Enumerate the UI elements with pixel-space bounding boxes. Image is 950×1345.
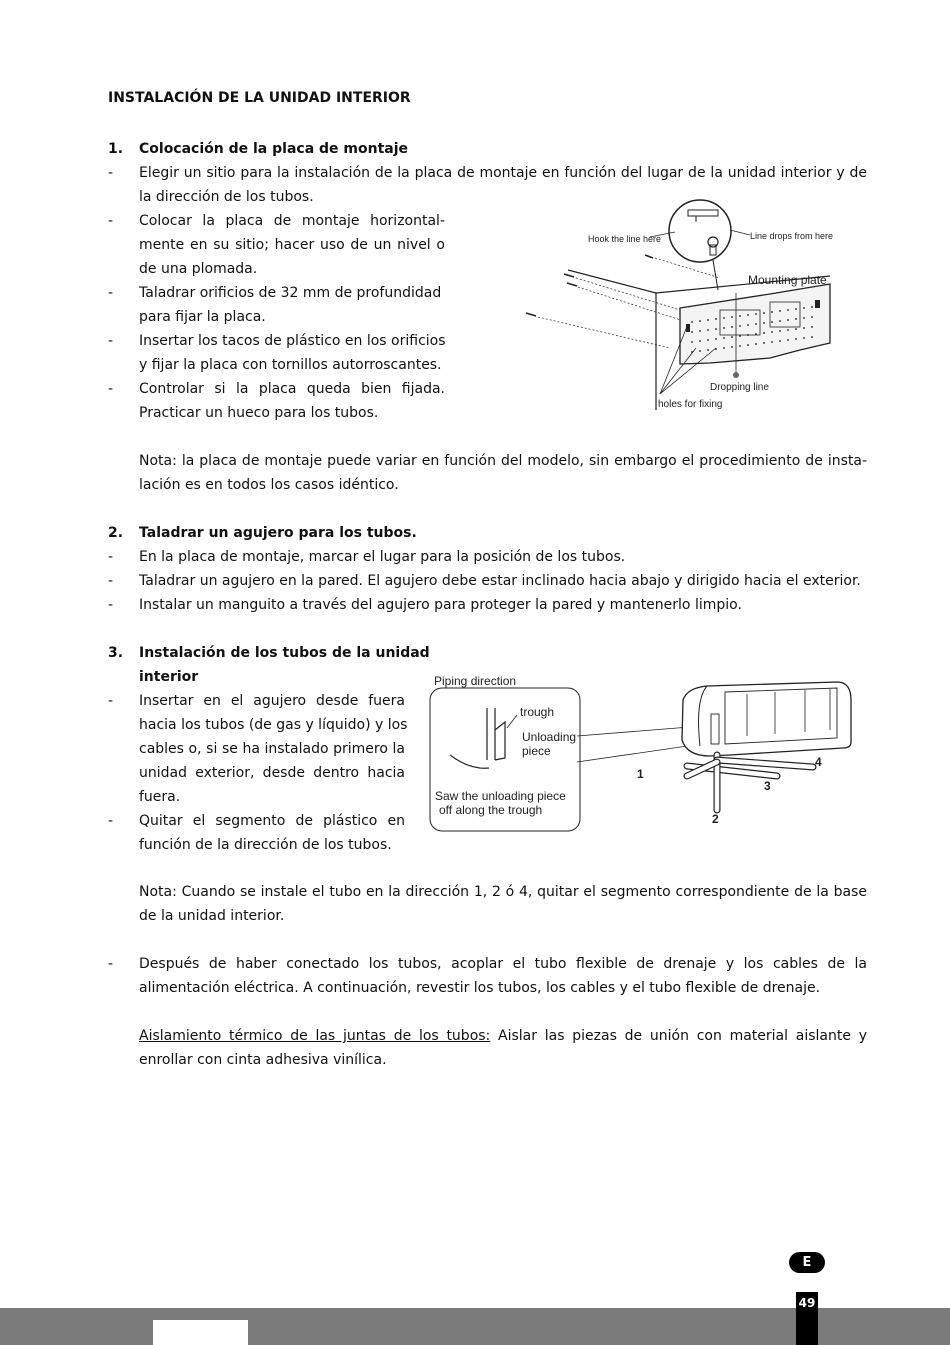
bullet-dash: -	[108, 813, 114, 829]
s1-bullet4-line2: y fijar la placa con tornillos autorroscantes.	[139, 357, 442, 373]
s1-bullet2-line1: Colocar la placa de montaje horizontal-	[139, 213, 445, 229]
bullet-dash: -	[108, 956, 114, 972]
bullet-dash: -	[108, 213, 114, 229]
s3-bullet1-line4: unidad exterior, desde dentro hacia	[139, 765, 405, 781]
piping-direction-label: Piping direction	[434, 674, 517, 688]
section2-heading: Taladrar un agujero para los tubos.	[139, 525, 417, 541]
s3-note-line2: de la unidad interior.	[139, 908, 285, 924]
insulation-title: Aislamiento térmico de las juntas de los tubos:	[139, 1028, 491, 1044]
s2-bullet2: Taladrar un agujero en la pared. El agujero debe estar inclinado hacia abajo y dirigido hacia el exterior.	[139, 573, 861, 589]
insulation-line1	[139, 1024, 867, 1048]
section1-heading: Colocación de la placa de montaje	[139, 141, 409, 157]
s3-bullet1-line1: Insertar en el agujero desde fuera	[139, 693, 405, 709]
s3-bullet2-line1: Quitar el segmento de plástico en	[139, 813, 405, 829]
s2-bullet3: Instalar un manguito a través del agujero para proteger la pared y mantenerlo limpio.	[139, 597, 742, 613]
s1-bullet3-line1: Taladrar orificios de 32 mm de profundidad	[139, 285, 442, 301]
s3-after-line2: alimentación eléctrica. A continuación, revestir los tubos, los cables y el tubo flexible de drenaje.	[139, 980, 821, 996]
page-title: INSTALACIÓN DE LA UNIDAD INTERIOR	[108, 90, 411, 106]
trough-label: trough	[520, 705, 555, 719]
unloading-label: Unloading	[522, 730, 577, 744]
direction-2-label: 2	[712, 812, 719, 826]
piping-direction-figure	[425, 670, 870, 835]
section1-number: 1.	[108, 141, 124, 157]
bullet-dash: -	[108, 285, 114, 301]
dropping-line-label: Dropping line	[710, 382, 769, 393]
hook-line-label: Hook the line here	[588, 234, 662, 244]
s1-note-line1: Nota: la placa de montaje puede variar en función del modelo, sin embargo el procedimiento de insta-	[139, 453, 867, 469]
s1-bullet1-line1: Elegir un sitio para la instalación de la placa de montaje en función del lugar de la unidad interior y de	[139, 165, 867, 181]
s3-bullet1-line3: cables o, si se ha instalado primero la	[139, 741, 405, 757]
section2-number: 2.	[108, 525, 124, 541]
insulation-text: Aislar las piezas de unión con material aislante y	[490, 1028, 868, 1044]
bullet-dash: -	[108, 549, 114, 565]
line-drops-label: Line drops from here	[750, 231, 834, 241]
holes-fixing-label: holes for fixing	[658, 399, 723, 410]
s3-bullet1-line2: hacia los tubos (de gas y líquido) y los	[139, 717, 408, 733]
bullet-dash: -	[108, 693, 114, 709]
direction-4-label: 4	[815, 755, 822, 769]
bullet-dash: -	[108, 165, 114, 181]
section3-heading-line1: Instalación de los tubos de la unidad	[139, 645, 430, 661]
page-number: 49	[796, 1292, 818, 1345]
s3-after-line1: Después de haber conectado los tubos, acoplar el tubo flexible de drenaje y los cables de la	[139, 956, 867, 972]
s1-bullet2-line3: de una plomada.	[139, 261, 258, 277]
mounting-plate-figure	[520, 198, 870, 413]
s1-bullet5-line1: Controlar si la placa queda bien fijada.	[139, 381, 445, 397]
bullet-dash: -	[108, 381, 114, 397]
saw-label-line1: Saw the unloading piece	[435, 789, 566, 803]
s2-bullet1: En la placa de montaje, marcar el lugar para la posición de los tubos.	[139, 549, 626, 565]
bullet-dash: -	[108, 573, 114, 589]
s1-bullet1-line2: la dirección de los tubos.	[139, 189, 314, 205]
section3-heading-line2: interior	[139, 669, 199, 685]
s1-note-line2: lación es en todos los casos idéntico.	[139, 477, 399, 493]
s1-bullet2-line2: mente en su sitio; hacer uso de un nivel o	[139, 237, 445, 253]
s3-bullet2-line2: función de la dirección de los tubos.	[139, 837, 392, 853]
piece-label: piece	[522, 744, 551, 758]
language-badge: E	[789, 1252, 825, 1273]
insulation-line2: enrollar con cinta adhesiva vinílica.	[139, 1052, 387, 1068]
s3-bullet1-line5: fuera.	[139, 789, 181, 805]
mounting-plate-label: Mounting plate	[748, 273, 827, 287]
footer-box	[153, 1320, 248, 1345]
saw-label-line2: off along the trough	[439, 803, 543, 817]
s1-bullet5-line2: Practicar un hueco para los tubos.	[139, 405, 379, 421]
s1-bullet4-line1: Insertar los tacos de plástico en los orificios	[139, 333, 446, 349]
s3-note-line1: Nota: Cuando se instale el tubo en la dirección 1, 2 ó 4, quitar el segmento correspondiente de la base	[139, 884, 867, 900]
bullet-dash: -	[108, 597, 114, 613]
bullet-dash: -	[108, 333, 114, 349]
direction-1-label: 1	[637, 767, 644, 781]
section3-number: 3.	[108, 645, 124, 661]
direction-3-label: 3	[764, 779, 771, 793]
s1-bullet3-line2: para fijar la placa.	[139, 309, 266, 325]
